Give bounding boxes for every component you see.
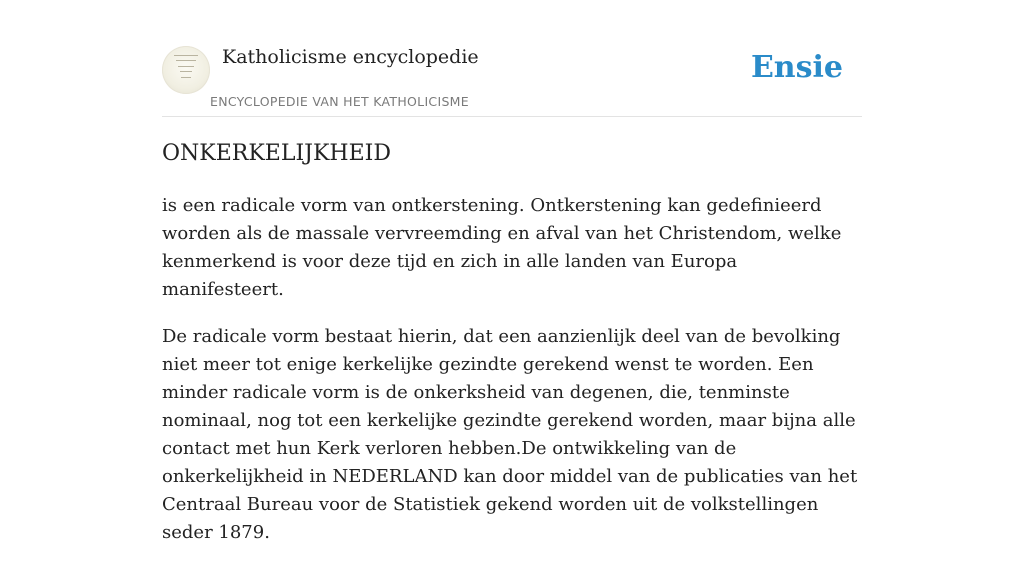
- book-cover-icon[interactable]: [162, 46, 210, 94]
- site-title-link[interactable]: Katholicisme encyclopedie: [222, 46, 479, 68]
- entry-title: ONKERKELIJKHEID: [162, 141, 391, 166]
- entry-paragraph: De radicale vorm bestaat hierin, dat een aanzienlijk deel van de bevolking niet meer tot enige kerkelijke gezindte gerekend wenst te worden. Een minder radicale vorm is de onkerksheid van degenen, die, tenminste nominaal, nog tot een kerkelijke gezindte gerekend worden, maar bijna alle contact met hun Kerk verloren hebben.De ontwikkeling van de onkerkelijkheid in NEDERLAND kan door middel van de publicaties van het Centraal Bureau voor de Statistiek gekend worden uit de volkstellingen seder 1879.: [162, 326, 858, 543]
- entry-body: [162, 192, 862, 566]
- site-subtitle: ENCYCLOPEDIE VAN HET KATHOLICISME: [210, 94, 469, 109]
- entry-paragraph: is een radicale vorm van ontkerstening. Ontkerstening kan gedefinieerd worden als de massale vervreemding en afval van het Christendom, welke kenmerkend is voor deze tijd en zich in alle landen van Europa manifesteert.: [162, 195, 842, 300]
- ensie-logo[interactable]: Ensie: [750, 50, 843, 85]
- site-header: [162, 0, 862, 117]
